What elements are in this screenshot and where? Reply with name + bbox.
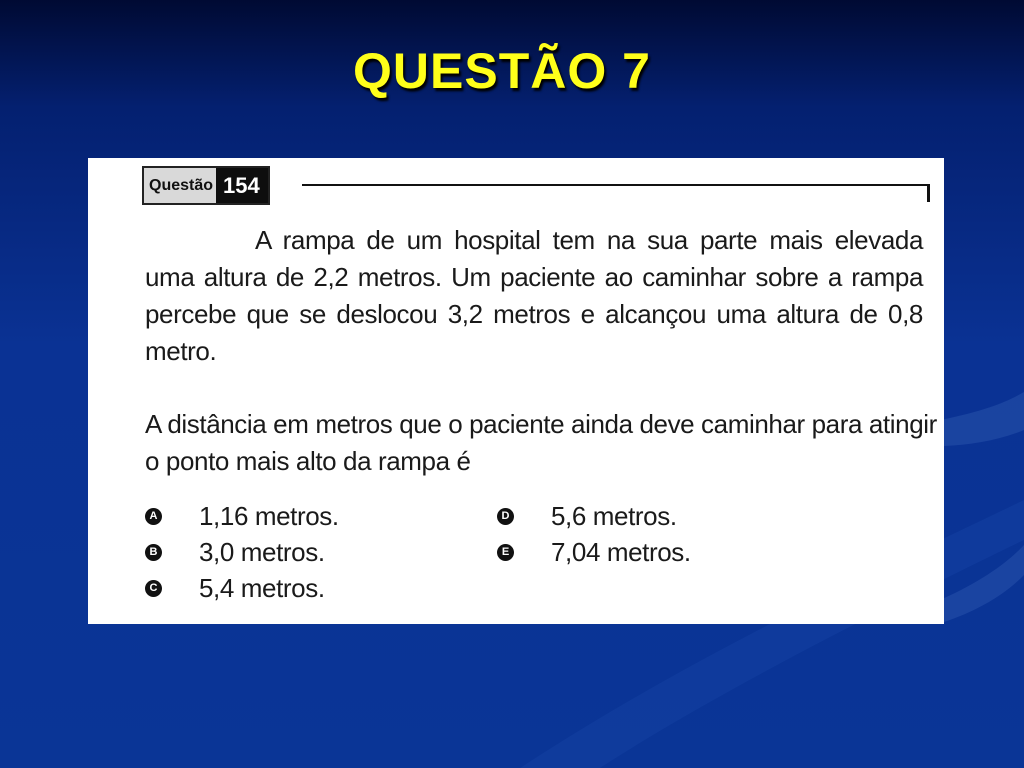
- question-stem: [145, 222, 923, 370]
- question-header: [142, 166, 930, 205]
- question-stem-text: A rampa de um hospital tem na sua parte mais elevada uma altura de 2,2 metros. Um paciente ao caminhar sobre a rampa percebe que se deslocou 3,2 metros e alcançou uma altura de 0,8 metro.: [145, 225, 923, 366]
- question-label: Questão: [144, 168, 216, 203]
- option-b-bubble: B: [145, 544, 162, 561]
- header-rule: [302, 184, 928, 186]
- question-card: [88, 158, 944, 624]
- option-d-text: 5,6 metros.: [551, 500, 677, 531]
- option-a-text: 1,16 metros.: [199, 500, 339, 531]
- option-e-bubble: E: [497, 544, 514, 561]
- option-a-bubble: A: [145, 508, 162, 525]
- option-b[interactable]: [145, 534, 325, 570]
- question-label-box: [142, 166, 270, 205]
- option-c-text: 5,4 metros.: [199, 572, 325, 603]
- question-prompt: A distância em metros que o paciente ainda deve caminhar para atingir o ponto mais alto da rampa é: [145, 409, 937, 476]
- option-e-text: 7,04 metros.: [551, 536, 691, 567]
- slide-title: QUESTÃO 7: [353, 43, 651, 99]
- header-rule-end: [927, 184, 930, 202]
- option-d[interactable]: [497, 498, 677, 534]
- option-d-bubble: D: [497, 508, 514, 525]
- option-c[interactable]: [145, 570, 325, 606]
- question-number: 154: [216, 168, 268, 203]
- option-b-text: 3,0 metros.: [199, 536, 325, 567]
- option-a[interactable]: [145, 498, 339, 534]
- option-c-bubble: C: [145, 580, 162, 597]
- option-e[interactable]: [497, 534, 691, 570]
